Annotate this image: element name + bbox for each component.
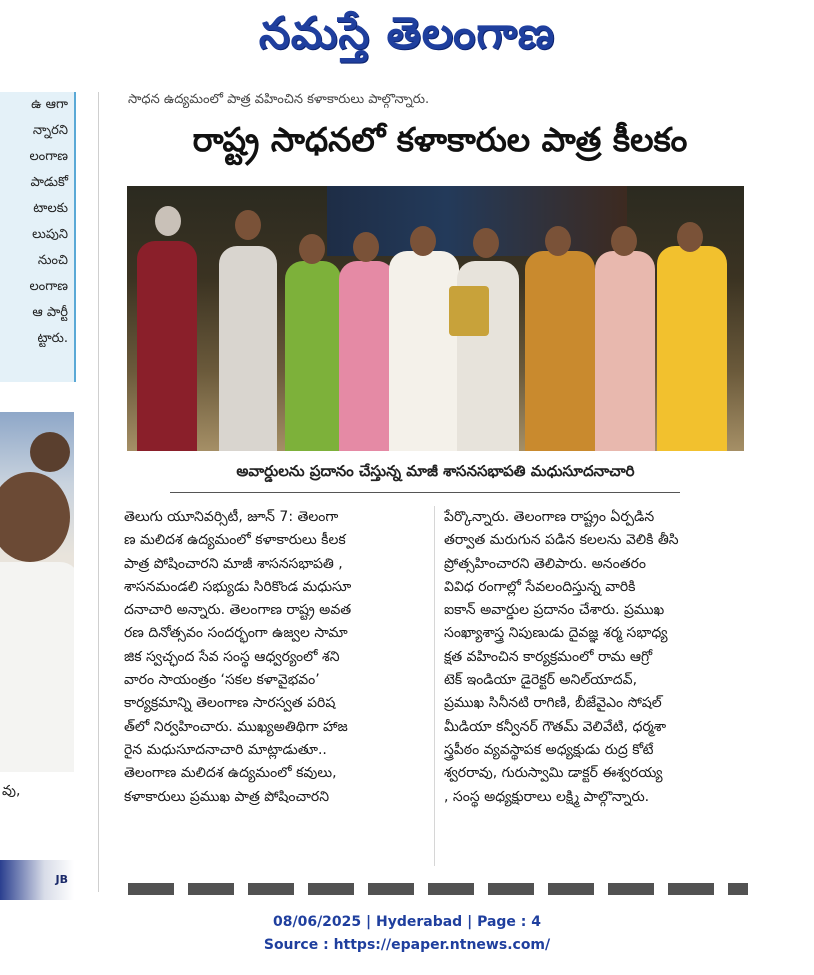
left-column-logo: JB (0, 860, 74, 900)
text-line: దనాచారి అన్నారు. తెలంగాణ రాష్ట్ర అవత (124, 602, 352, 619)
text-line: కార్యక్రమాన్ని తెలంగాణ సారస్వత పరిష (124, 695, 336, 712)
left-column-line: ట్టారు. (37, 331, 68, 346)
text-line: స్త్రపీఠం వ్యవస్థాపక అధ్యక్షుడు రుద్ర కోటే (444, 741, 654, 758)
text-line: క్షత వహించిన కార్యక్రమంలో రామ ఆగ్రో (444, 648, 653, 665)
text-line: తెలంగాణ మలిదశ ఉద్యమంలో కవులు, (124, 765, 337, 782)
left-column-fragment: వు, (2, 783, 21, 799)
text-line: వారం సాయంత్రం ‘సకల కళావైభవం’ (124, 672, 320, 689)
article-column-divider (434, 506, 435, 866)
left-column-line: లంగాణ (29, 149, 68, 164)
text-line: రైన మధుసూదనాచారి మాట్లాడుతూ.. (124, 741, 327, 758)
text-line: మీడియా కన్వీనర్ గౌతమ్ వెలివేటి, ధర్మశా (444, 718, 667, 735)
column-divider (98, 92, 99, 892)
left-column-line: లంగాణ (29, 279, 68, 294)
left-column-line: ఉ ఆగా (31, 97, 68, 112)
text-line: రణ దినోత్సవం సందర్భంగా ఉజ్వల సామా (124, 625, 348, 642)
next-headline-cut (128, 883, 748, 895)
text-line: ప్రోత్సహించారని తెలిపారు. అనంతరం (444, 555, 647, 572)
masthead (0, 0, 814, 78)
text-line: జిక స్వచ్ఛంద సేవ సంస్థ ఆధ్వర్యంలో శని (124, 648, 340, 665)
left-column-line: ఆ పార్టీ (32, 305, 68, 320)
article-headline: రాష్ట్ర సాధనలో కళాకారుల పాత్ర కీలకం (192, 120, 688, 159)
text-line: టెక్ ఇండియా డైరెక్టర్ అనిల్‌యాదవ్, (444, 672, 638, 689)
text-line: పాత్ర పోషించారని మాజీ శాసనసభాపతి , (124, 555, 343, 572)
left-column-line: న్నారని (32, 123, 68, 138)
text-line: తెలుగు యూనివర్సిటీ, జూన్ 7: తెలంగా (124, 509, 339, 525)
footer-date-edition: 08/06/2025 | Hyderabad | Page : 4 (272, 914, 542, 930)
article-column-2 (444, 506, 749, 809)
photo-caption: అవార్డులను ప్రదానం చేస్తున్న మాజీ శాసనసభాపతి మధుసూదనాచారి (236, 462, 635, 480)
article-photo (127, 186, 744, 451)
left-column-line: టాలకు (33, 201, 68, 216)
text-line: పేర్కొన్నారు. తెలంగాణ రాష్ట్రం ఏర్పడిన (444, 509, 655, 525)
masthead-title: నమస్తే తెలంగాణ (258, 8, 556, 59)
left-column-line: లుపుని (32, 227, 68, 242)
left-column-photo (0, 412, 74, 772)
text-line: సంఖ్యాశాస్త్ర నిపుణుడు దైవజ్ఞ శర్మ సభాధ్య (444, 625, 668, 642)
text-line: శాసనమండలి సభ్యుడు సిరికొండ మధుసూ (124, 578, 352, 595)
text-line: ప్రముఖ సినీనటి రాగిణి, బీజేవైఎం సోషల్ (444, 695, 662, 712)
left-column-line: పాడుకో (30, 175, 68, 190)
text-line: ణ మలిదశ ఉద్యమంలో కళాకారులు కీలక (124, 532, 346, 549)
article-column-1 (124, 506, 429, 809)
text-line: కళాకారులు ప్రముఖ పాత్ర పోషించారని (124, 788, 330, 805)
caption-rule (170, 492, 680, 493)
text-line: తర్వాత మరుగున పడిన కలలను వెలికి తీసి (444, 532, 679, 549)
text-line: త్‌లో నిర్వహించారు. ముఖ్యఅతిథిగా హాజ (124, 718, 348, 735)
footer-source: Source : https://epaper.ntnews.com/ (263, 937, 551, 953)
left-column-line: నుంచి (37, 253, 68, 268)
cut-off-text-line: సాధన ఉద్యమంలో పాత్ర వహించిన కళాకారులు పాల్గొన్నారు. (128, 92, 430, 107)
text-line: వివిధ రంగాల్లో సేవలందిస్తున్న వారికి (444, 578, 636, 595)
text-line: శ్వరరావు, గురుస్వామి డాక్టర్ ఈశ్వరయ్య (444, 765, 663, 782)
text-line: ఐకాన్ అవార్డుల ప్రదానం చేశారు. ప్రముఖ (444, 602, 665, 619)
text-line: , సంస్థ అధ్యక్షురాలు లక్ష్మి పాల్గొన్నారు. (444, 788, 650, 805)
left-column-article (0, 92, 76, 382)
